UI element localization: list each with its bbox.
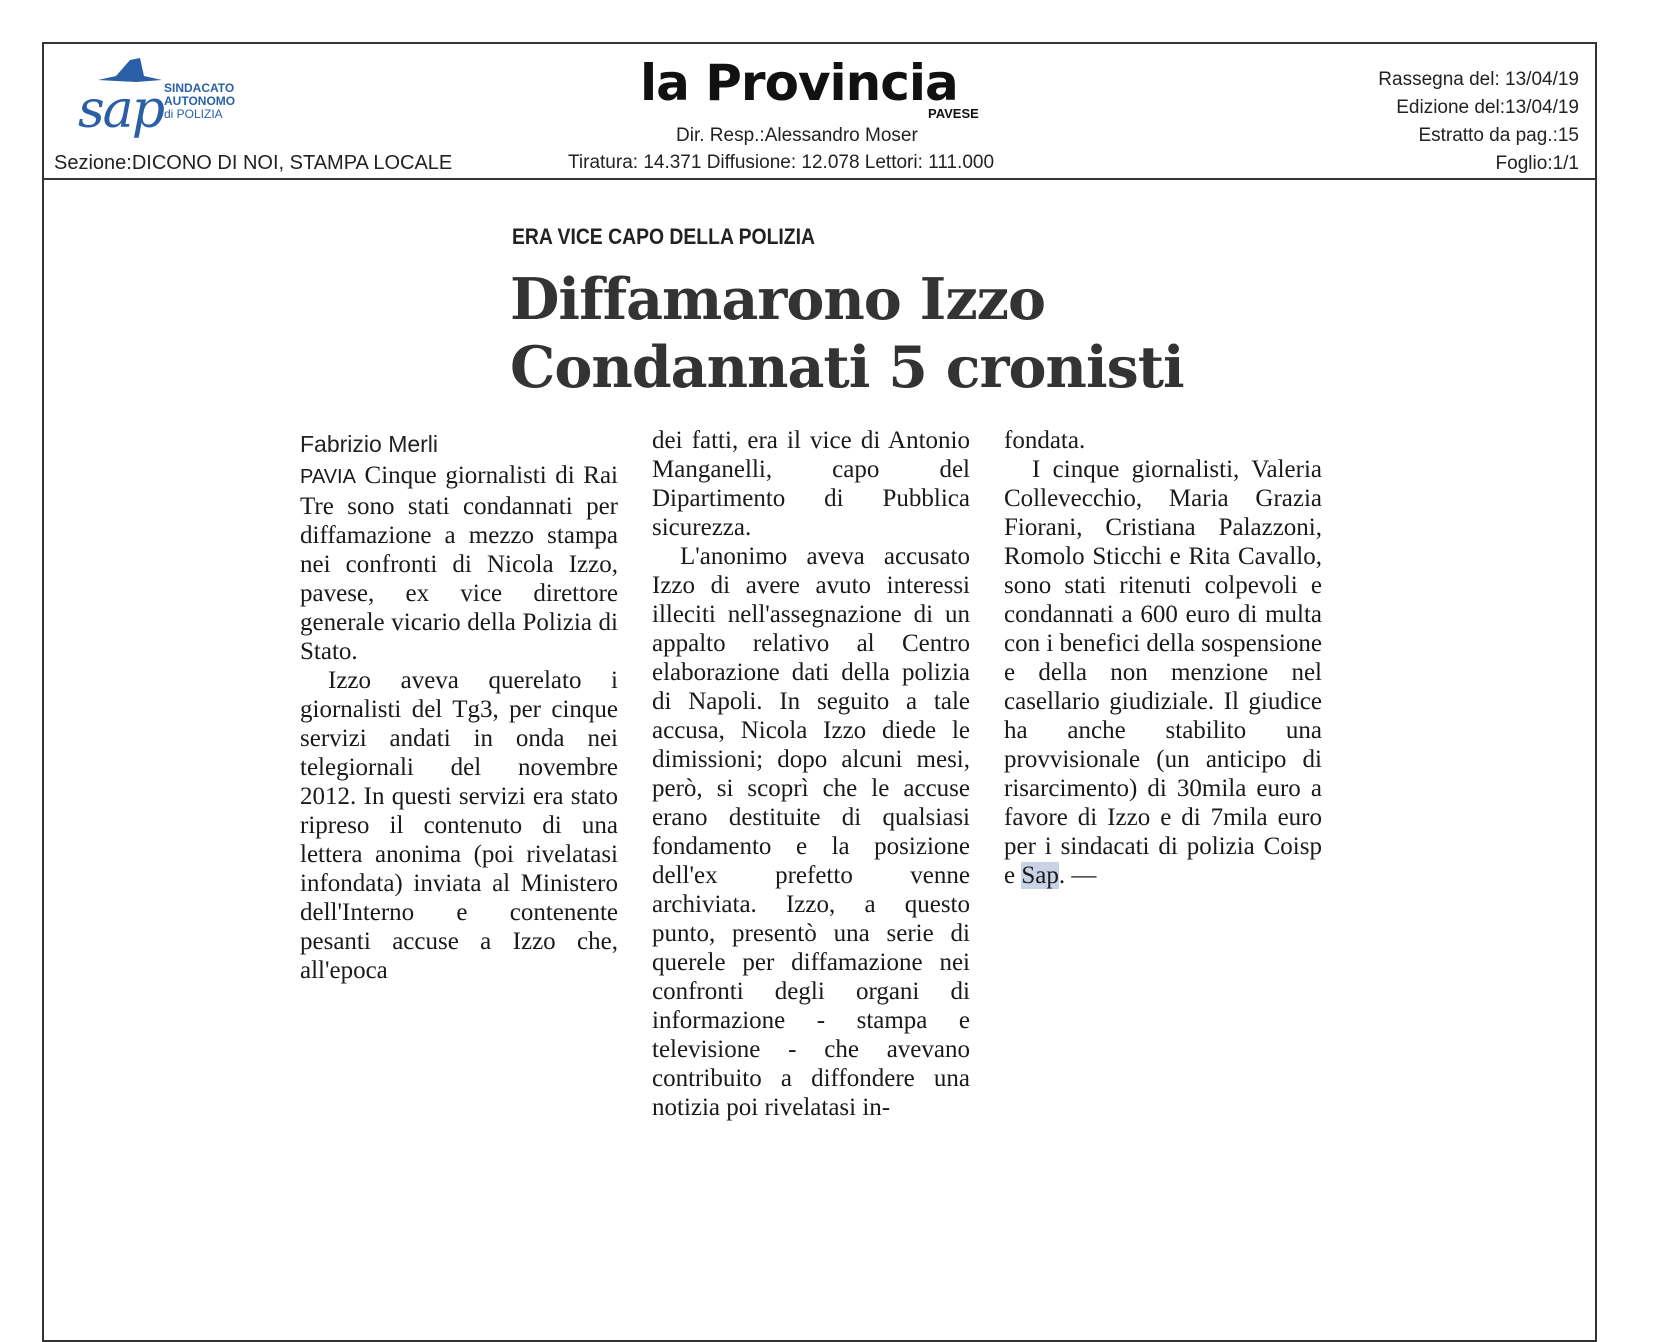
logo-text: SINDACATO AUTONOMO di POLIZIA [164,81,236,121]
paragraph: L'anonimo aveva accusato Izzo di avere avuto interessi illeciti nell'assegnazione di un appalto relativo al Centro elaborazione dati della polizia di Napoli. In seguito a tale accusa, Nicola Izzo diede le dimissioni; dopo alcuni mesi, però, si scoprì che le accuse erano destituite di qualsiasi fondamento e la posizione dell'ex prefetto venne archiviata. Izzo, a questo punto, presentò una serie di querele per diffamazione nei confronti degli organi di informazione - stampa e televisione - che avevano contribuito a diffondere una notizia poi rivelatasi in- [652,543,970,1121]
sap-logo [78,56,278,146]
paragraph: fondata. [1004,427,1086,454]
masthead-subtitle: PAVESE [928,106,979,121]
edition-date: Edizione del:13/04/19 [1396,97,1579,118]
paragraph: Izzo aveva querelato i giornalisti del Tg3, per cinque servizi andati in onda nei telegiornali del novembre 2012. In questi servizi era stato ripreso il contenuto di una lettera anonima (poi rivelatasi infondata) inviata al Ministero dell'Interno e contenente pesanti accuse a Izzo che, all'epoca [300,667,618,984]
press-review-meta [1378,66,1579,178]
byline: Fabrizio Merli [300,431,439,457]
header-divider [42,178,1597,180]
article-column-3 [1004,426,1322,890]
rassegna-date: Rassegna del: 13/04/19 [1378,69,1579,90]
circulation-line: Tiratura: 14.371 Diffusione: 12.078 Lettori: 111.000 [568,152,995,173]
paragraph: dei fatti, era il vice di Antonio Manganelli, capo del Dipartimento di Pubblica sicurezza. [652,427,970,541]
paragraph: I cinque giornalisti, Valeria Collevecchio, Maria Grazia Fiorani, Cristiana Palazzoni, Romolo Sticchi e Rita Cavallo, sono stati ritenuti colpevoli e condannati a 600 euro di multa con i benefici della sospensione e della non menzione nel casellario giudiziale. Il giudice ha anche stabilito una provvisionale (un anticipo di risarcimento) di 30mila euro a favore di Izzo e di 7mila euro per i sindacati di polizia Coisp e Sap. — [1004,456,1322,889]
article-headline: Diffamarono Izzo Condannati 5 cronisti [510,266,1184,401]
article-column-1 [300,430,618,985]
logo-word: sap [78,80,163,140]
editor-line: Dir. Resp.:Alessandro Moser [676,125,918,146]
highlighted-term: Sap [1021,862,1059,889]
page-extract: Estratto da pag.:15 [1418,125,1579,146]
dateline: PAVIA [300,466,356,488]
article-column-2 [652,426,970,1122]
masthead-title: la Provincia [640,54,958,112]
paragraph: PAVIA Cinque giornalisti di Rai Tre sono stati condannati per diffamazione a mezzo stampa nei confronti di Nicola Izzo, pavese, ex vice direttore generale vicario della Polizia di Stato. [300,462,619,665]
section-label: Sezione:DICONO DI NOI, STAMPA LOCALE [54,152,453,174]
article-kicker: ERA VICE CAPO DELLA POLIZIA [512,224,815,249]
sheet-number: Foglio:1/1 [1495,153,1579,174]
